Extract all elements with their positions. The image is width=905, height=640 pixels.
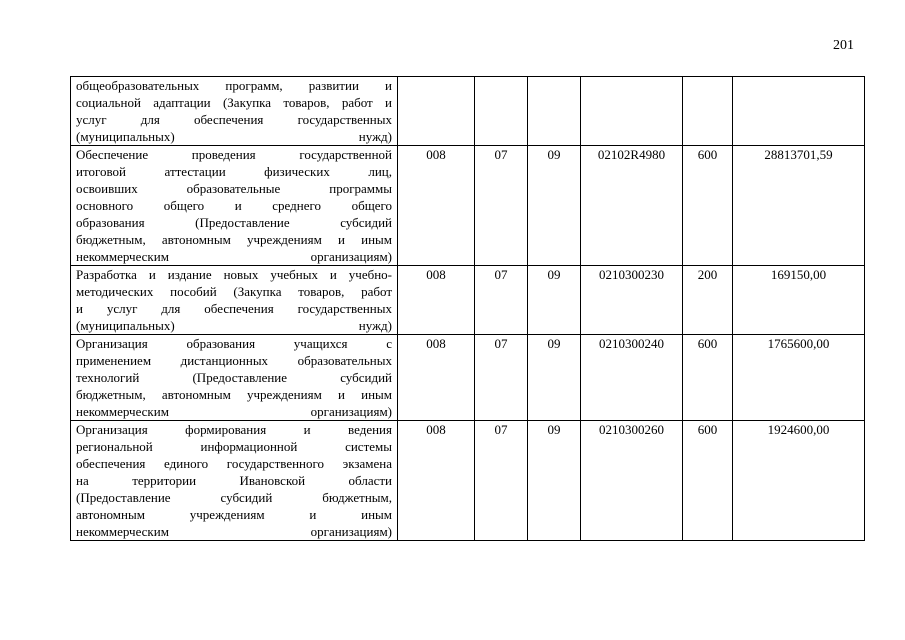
expense-name-line: общеобразовательных программ, развитии и <box>76 78 392 93</box>
subsection-code-cell: 09 <box>528 335 581 421</box>
grbs-code-cell <box>398 77 475 146</box>
expense-name-line: технологий (Предоставление субсидий <box>76 370 392 385</box>
expense-name-cell <box>71 146 398 266</box>
grbs-code-cell: 008 <box>398 266 475 335</box>
expense-type-code-cell: 600 <box>683 335 733 421</box>
expense-name-line: Организация образования учащихся с <box>76 336 392 351</box>
expense-name-line: образования (Предоставление субсидий <box>76 215 392 230</box>
target-article-code-cell: 02102R4980 <box>581 146 683 266</box>
expense-name-line: бюджетным, автономным учреждениям и иным <box>76 232 392 247</box>
expense-type-code-cell: 600 <box>683 146 733 266</box>
expense-name-line: некоммерческим организациям) <box>76 249 392 264</box>
expense-name-line: (муниципальных) нужд) <box>76 318 392 333</box>
expense-type-code-cell: 600 <box>683 421 733 541</box>
budget-table-body <box>71 77 865 541</box>
section-code-cell: 07 <box>475 421 528 541</box>
grbs-code-cell: 008 <box>398 335 475 421</box>
expense-name-line: некоммерческим организациям) <box>76 524 392 539</box>
amount-cell: 169150,00 <box>733 266 865 335</box>
expense-name-line: услуг для обеспечения государственных <box>76 112 392 127</box>
expense-name-line: Разработка и издание новых учебных и учебно- <box>76 267 392 282</box>
expense-name-cell <box>71 335 398 421</box>
target-article-code-cell: 0210300230 <box>581 266 683 335</box>
expense-name-line: бюджетным, автономным учреждениям и иным <box>76 387 392 402</box>
expense-name-line: основного общего и среднего общего <box>76 198 392 213</box>
subsection-code-cell <box>528 77 581 146</box>
expense-name-line: итоговой аттестации физических лиц, <box>76 164 392 179</box>
expense-name-line: применением дистанционных образовательных <box>76 353 392 368</box>
budget-table <box>70 76 865 541</box>
expense-type-code-cell: 200 <box>683 266 733 335</box>
section-code-cell: 07 <box>475 266 528 335</box>
grbs-code-cell: 008 <box>398 146 475 266</box>
table-row <box>71 146 865 266</box>
expense-name-line: Обеспечение проведения государственной <box>76 147 392 162</box>
subsection-code-cell: 09 <box>528 266 581 335</box>
amount-cell: 1765600,00 <box>733 335 865 421</box>
amount-cell: 1924600,00 <box>733 421 865 541</box>
section-code-cell: 07 <box>475 146 528 266</box>
section-code-cell: 07 <box>475 335 528 421</box>
expense-name-line: методических пособий (Закупка товаров, работ <box>76 284 392 299</box>
table-row <box>71 421 865 541</box>
expense-type-code-cell <box>683 77 733 146</box>
expense-name-line: Организация формирования и ведения <box>76 422 392 437</box>
grbs-code-cell: 008 <box>398 421 475 541</box>
table-row <box>71 266 865 335</box>
expense-name-cell <box>71 77 398 146</box>
expense-name-line: и услуг для обеспечения государственных <box>76 301 392 316</box>
expense-name-line: обеспечения единого государственного экзамена <box>76 456 392 471</box>
table-row <box>71 77 865 146</box>
expense-name-cell <box>71 421 398 541</box>
expense-name-line: социальной адаптации (Закупка товаров, работ и <box>76 95 392 110</box>
section-code-cell <box>475 77 528 146</box>
target-article-code-cell <box>581 77 683 146</box>
amount-cell: 28813701,59 <box>733 146 865 266</box>
target-article-code-cell: 0210300260 <box>581 421 683 541</box>
target-article-code-cell: 0210300240 <box>581 335 683 421</box>
expense-name-line: освоивших образовательные программы <box>76 181 392 196</box>
expense-name-line: (муниципальных) нужд) <box>76 129 392 144</box>
expense-name-line: некоммерческим организациям) <box>76 404 392 419</box>
subsection-code-cell: 09 <box>528 421 581 541</box>
expense-name-line: на территории Ивановской области <box>76 473 392 488</box>
amount-cell <box>733 77 865 146</box>
subsection-code-cell: 09 <box>528 146 581 266</box>
expense-name-line: региональной информационной системы <box>76 439 392 454</box>
expense-name-line: автономным учреждениям и иным <box>76 507 392 522</box>
page-number: 201 <box>833 38 854 53</box>
expense-name-line: (Предоставление субсидий бюджетным, <box>76 490 392 505</box>
table-row <box>71 335 865 421</box>
expense-name-cell <box>71 266 398 335</box>
